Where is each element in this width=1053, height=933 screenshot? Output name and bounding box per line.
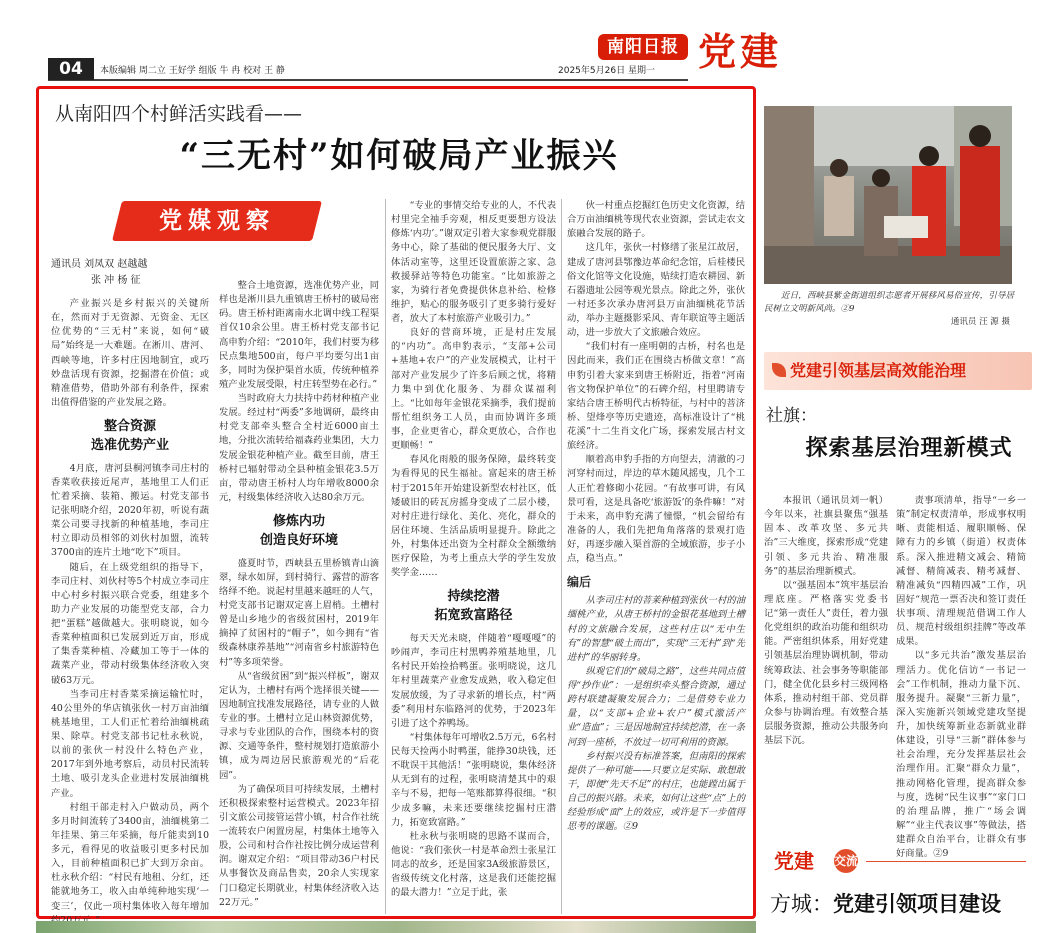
section-title: 党建: [698, 30, 783, 74]
subhead-integrate-resources: [51, 418, 209, 456]
subhead-line-1: 持续挖潜: [447, 589, 500, 605]
paragraph: 当时政府大力扶持中药材种植产业发展。经过村“两委”多地调研，最终由村党支部牵头整合全村近6000亩土地，分批次流转给福森药业集团，大力发展金银花种植产业。截至目前，唐王桥村已辐射带动全县种植金银花3.5万亩，带动唐王桥村人均年增收8000余元，村级集体经济收入达80余万元。: [219, 393, 379, 503]
paragraph: 4月底，唐河县桐河镇李司庄村的香菜收获接近尾声，基地里工人们正忙着采摘、装箱、搬运。村党支部书记张明晓介绍，2020年初，听说有蔬菜公司要寻找新的种植基地，李司庄村立即动员相邻的刘伙村加盟，流转3700亩的连片土地“吃下”项目。: [51, 462, 209, 559]
column-divider: [385, 199, 386, 914]
paragraph: 随后，在上级党组织的指导下，李司庄村、刘伙村等5个村成立李司庄中心村乡村振兴联合党委，组建多个助力产业发展的功能型党支部，合力把“蛋糕”越做越大。张明晓说，如今香菜种植面积已发展到近万亩，形成了集香菜种植、冷藏加工等于一体的蔬菜产业，带动村级集体经济收入突破63万元。: [51, 561, 209, 686]
subhead-internal-skills: [219, 513, 379, 551]
logo-text: 南阳日报: [607, 37, 679, 57]
article-column-1: [51, 297, 209, 917]
paragraph: “村集体每年可增收2.5万元，6名村民每天捡两小时鸭蛋，能挣30块钱，还不耽误干其他活！”张明晓说，集体经济从无到有的过程，张明晓清楚其中的艰辛与不易，把每一笔账都算得很细。“积少成多嘛，未来还要继续挖掘村庄潜力，拓宽致富路。”: [391, 731, 556, 828]
paragraph: 杜永秋与张明晓的思路不谋而合，他说：“我们张伙一村是革命烈士张星江同志的故乡，还是国家3A级旅游景区，省级传统文化村落，这是我们还能挖掘的最大潜力！”立足于此，张: [391, 830, 556, 899]
exchange-tag-text: 交流: [834, 854, 859, 868]
article-kicker: 从南阳四个村鲜活实践看——: [55, 103, 303, 125]
photo-credit: 通讯员 汪 源 摄: [950, 317, 1010, 328]
byline-line-2: 张 冲 杨 征: [91, 275, 141, 286]
paragraph: 责事项清单，指导“一乡一策”制定权责清单，形成事权明晰、责能相适、履职顺畅、保障有力的乡镇（街道）权责体系。深入推进精文减会、精简减督、精简减表、精考减督、精准减负“四精四减”工作，巩固好“规范一票否决和签订责任状事项、清理规范借调工作人员、规范村级组织挂牌”等改革成果。: [896, 495, 1026, 648]
masthead: [0, 0, 1053, 86]
bottom-story-headline: 党建引领项目建设: [833, 892, 1001, 916]
exchange-header-rule: [866, 861, 1026, 862]
paragraph: 良好的营商环境，正是村庄发展的“内功”。高申豹表示，“支部+公司+基地+农户”的产业发展模式，让村干部对产业发展少了许多后顾之忧，将精力集中到优化服务、为群众谋福利上。“比如每年金银花采摘季，我们提前帮忙组织务工人员，由而协调许多琐事，企业更省心，群众更放心，合作也更顺畅！”: [391, 327, 556, 452]
paragraph: 村组干部走村入户做动员，两个多月时间流转了3400亩，油缅桃第二年挂果、第三年采摘，每斤能卖到10多元，看得见的收益吸引更多村民加入，目前种植面积已扩大到万余亩。杜永秋介绍：“村民有地租、分红，还能就地务工，收入由单纯种地实现‘一变三’，仅此一项村集体收入每年增加: [51, 801, 209, 912]
paragraph: 本报讯（通讯员刘一帆）今年以来，社旗县聚焦“强基固本、改革攻坚、多元共治”三大维度，探索形成“党建引领、多元共治、精准服务”的基层治理新模式。: [764, 495, 888, 577]
banner-text: 党建引领基层高效能治理: [790, 361, 967, 380]
paragraph: 盛夏时节，西峡县五里桥镇青山滴翠，绿水如屏，到村骑行、露营的游客络绎不绝。说起村里越来越旺的人气，村党支部书记谢双定喜上眉梢。土槽村曾是山乡地少的省级贫困村，2019年摘掉了贫困村的“帽子”，如今拥有“省级森林康养基地”“河南省乡村旅游特色村”等多项荣誉。: [219, 557, 379, 668]
badge-label: 党媒观察: [159, 208, 275, 234]
subhead-line-1: 整合资源: [103, 419, 156, 434]
subhead-line-2: 创造良好环境: [259, 532, 338, 548]
paragraph: 整合土地资源，选准优势产业，同样也是淅川县九重镇唐王桥村的破局密码。唐王桥村距离南水北调中线工程渠首仅10余公里。唐王桥村党支部书记高申豹介绍：“2010年，我们村要为移民点集地500亩，每户平均要匀出1亩多，同时为保护渠首水质，传统种植养殖产业发展受限，村庄转型势在必行。”: [219, 280, 379, 390]
paragraph: 乡村振兴没有标准答案，但南阳的探索提供了一种可能——只要立足实际、敢想敢干，即便“先天不足”的村庄，也能蹚出属于自己的振兴路。未来，如何让这些“点”上的经验形成“面”上的效应，或许是下一步值得思考的课题。②9: [567, 750, 745, 833]
staff-line: 本版编辑 周二立 王好学 组版 牛 冉 校对 王 静: [100, 66, 285, 76]
bottom-story-title: [770, 888, 1040, 920]
byline-line-1: 通讯员 刘凤双 赵越越: [51, 259, 148, 270]
paragraph: “我们村有一座明朝的古桥，村名也是因此而来，我们正在围绕古桥做文章！”高申豹引着大家来到唐王桥附近，指着“河南省文物保护单位”的石碑介绍，村里聘请专家结合唐王桥明代古桥特征，与村中的菩济桥、望烽亭等历史遗迹，高标准设计了“桃花溪”十二生肖文化广场，探索发展古村文旅经济。: [567, 341, 745, 452]
subhead-dig-potential: [391, 588, 556, 626]
subhead-line-1: 修炼内功: [272, 514, 325, 529]
paragraph: 产业振兴是乡村振兴的关键所在，然而对于无资源、无资金、无区位优势的“三无村”来说，如何“破局”始终是一大难题。在淅川、唐河、西峡等地，许多村庄因地制宜，或巧妙盘活现有资源，挖掘潜在价值；或精准借势，借助外部有利条件，探索出值得借鉴的产业发展之路。: [51, 298, 209, 408]
editor-note-title: 编后: [567, 575, 592, 590]
story2-title: 探索基层治理新模式: [805, 436, 1013, 461]
paragraph: 从李司庄村的菩莱种植到张伙一村的油缅桃产业，从唐王桥村的金银花基地到土槽村的文旅融合发展，这些村庄以“无中生有”的智慧“破土而出”，实现“三无村”到“先进村”的华丽转身。: [567, 595, 745, 663]
photo-caption: [764, 290, 1014, 330]
paragraph: 顺着高申豹手指的方向望去，清澈的刁河穿村而过，岸边的草木随风摇曳，几个工人正忙着修砌小花园。“有故事可讲，有风景可看，这是具备吃‘旅游饭’的条件嘛！”对于未来，高申豹充满了憧憬，“机会留给有准备的人，我们先把角角落落的景观打造好，再逐步融入渠首游的全域旅游，步子小点，稳当点。”: [567, 454, 746, 565]
subhead-line-2: 选准优势产业: [90, 437, 169, 453]
banner-leaf-icon: [772, 363, 786, 377]
paragraph: 从“省级贫困”到“振兴样板”，谢双定认为，土槽村有两个选择很关键——因地制宜找准发展路径，请专业的人做专业的事。土槽村立足山林资源优势，寻求与专业团队的合作，围绕本村的资源、交通等条件，整村规划打造旅游小镇，成为周边居民旅游观光的“后花园”。: [219, 670, 379, 781]
paragraph: “专业的事情交给专业的人，不代表村里完全袖手旁观，相反更要想方设法修炼‘内功’。”谢双定引着大家参观党群服务中心，除了基础的便民服务大厅、文体活动室等，这里还设置旅游之家、急救援驿站等特色功能室。“比如旅游之家，为骑行者免费提供休息补给、检修维护，贴心的服务吸引了更多骑行爱好者，放大了本村旅游产业吸引力。”: [391, 200, 556, 324]
newspaper-logo: [598, 34, 688, 60]
article-column-2: [219, 279, 379, 919]
exchange-tag-party: 党建: [774, 849, 814, 873]
article-column-3: [391, 199, 556, 919]
article-title: “三无村”如何破局产业振兴: [179, 136, 619, 176]
story2-kicker: 社旗：: [766, 406, 817, 426]
bottom-image-strip: [36, 921, 756, 933]
paragraph: 以“强基固本”筑牢基层治理底座。严格落实党委书记“第一责任人”责任，着力强化党组织的政治功能和组织功能。严密组织体系，用好党建引领基层治理协调机制，带动统筹政法、社会事务等职能部门，健全优化县乡村三级网格体系，推动村组干部、党员群众参与协调治理。有效整合基层服务资源，推动公共服务向基层下沉。: [764, 579, 888, 747]
story2-column-1: [764, 494, 888, 820]
subhead-line-2: 拓宽致富路径: [434, 608, 513, 624]
paragraph: 当李司庄村香菜采摘运输忙时，40公里外的华店镇张伙一村万亩油缅桃基地里，工人们正忙着给油缅桃疏果、除草。村党支部书记杜永秋说，以前的张伙一村没什么特色产业，2017年到外地考察后，动员村民流转土地、吸引龙头企业进村发展油缅桃产业。: [51, 688, 209, 799]
photo-caption-text: 近日，西峡县紫金街道组织志愿者开展移风易俗宣传，引导居民树立文明新风尚。②9: [764, 291, 1014, 315]
paragraph: 纵观它们的“破局之路”，这些共同点值得“抄作业”：一是组织牵头整合资源，通过跨村联建凝聚发展合力；二是借势专业力量，以“支部+企业+农户”模式激活产业“造血”；三是因地制宜持续挖潜，在一条河到一座桥，不放过一切可利用的资源。: [567, 665, 745, 748]
editor-note: [567, 594, 745, 834]
paragraph: 以“多元共治”激发基层治理活力。优化信访“一书记一会”工作机制，推动力量下沉、服务提升。凝聚“三新力量”，深入实施新兴领域党建攻坚提升，加快统筹新业态新就业群体建设，引导“三新”群体参与社会治理，充分发挥基层社会治理作用。汇聚“群众力量”，推动网格化管理，提高群众参与度，选树“民生议事”“家门口的治理品牌，推广“场会调解”“业主代表议事”等做法，搭建群众自治平台，让群众有事好商量。②9: [896, 650, 1026, 860]
news-photo: [764, 106, 1012, 284]
masthead-rule: [48, 79, 688, 81]
column-divider: [561, 199, 562, 914]
story2-column-2: [896, 494, 1026, 860]
paragraph: 这几年，张伙一村修缮了张星江故居，建成了唐河县鄂豫边革命纪念馆，后桂楼民俗文化馆等文化设施，贴续打造农耕园、新石器遗址公园等观光景点。除此之外，张伙一村还多次承办唐河县万亩油缅桃花节活动，举办主题摄影采风、青年联谊等主题活动，进一步放大了文旅融合效应。: [567, 242, 745, 339]
paragraph: 伙一村重点挖掘红色历史文化资源，结合万亩油缅桃等现代农业资源，尝试走农文旅融合发展的路子。: [567, 200, 745, 240]
paragraph: 每天天光未晓，伴随着“嘎嘎嘎”的吵闹声，李司庄村黑鸭养殖基地里，几名村民开始捡拾鸭蛋。张明晓说，这几年村里蔬菜产业愈发成熟，收入稳定但发展放缓，为了寻求新的增长点，村“两委”利用村东临路河的优势，于2023年引进了这个养鸭场。: [391, 633, 556, 729]
main-article-frame: [36, 86, 756, 919]
paragraph: 春风化雨般的服务保障，最终转变为看得见的民生福祉。富起来的唐王桥村于2015年开始建设新型农村社区，低矮破旧的砖瓦房摇身变成了二层小楼，对村庄进行绿化、美化、亮化，群众的居住环境、生活品质明显提升。除此之外，村集体还出资为全村群众全额缴纳医疗保险，为考上重点大学的学生发放奖学金……: [391, 454, 556, 579]
paragraph: 为了确保项目可持续发展，土槽村还积极探索整村运营模式。2023年招引文旅公司接管运营小镇，村合作社统一流转农户闲置房屋，村集体土地等入股，公司和村合作社按比例分成运营利润。谢双定介绍：“项目带动36户村民从事餐饮及商品售卖，20余人实现家门口稳定长期就业，村集体经济收入达22万元。”: [219, 783, 379, 908]
page-number: 04: [48, 58, 94, 80]
governance-banner: [764, 352, 1032, 390]
issue-date: 2025年5月26日 星期一: [558, 66, 655, 76]
photo-scene: [764, 106, 1012, 284]
article-column-4: [567, 199, 745, 919]
byline: [51, 257, 211, 289]
bottom-story-place: 方城：: [770, 892, 833, 916]
